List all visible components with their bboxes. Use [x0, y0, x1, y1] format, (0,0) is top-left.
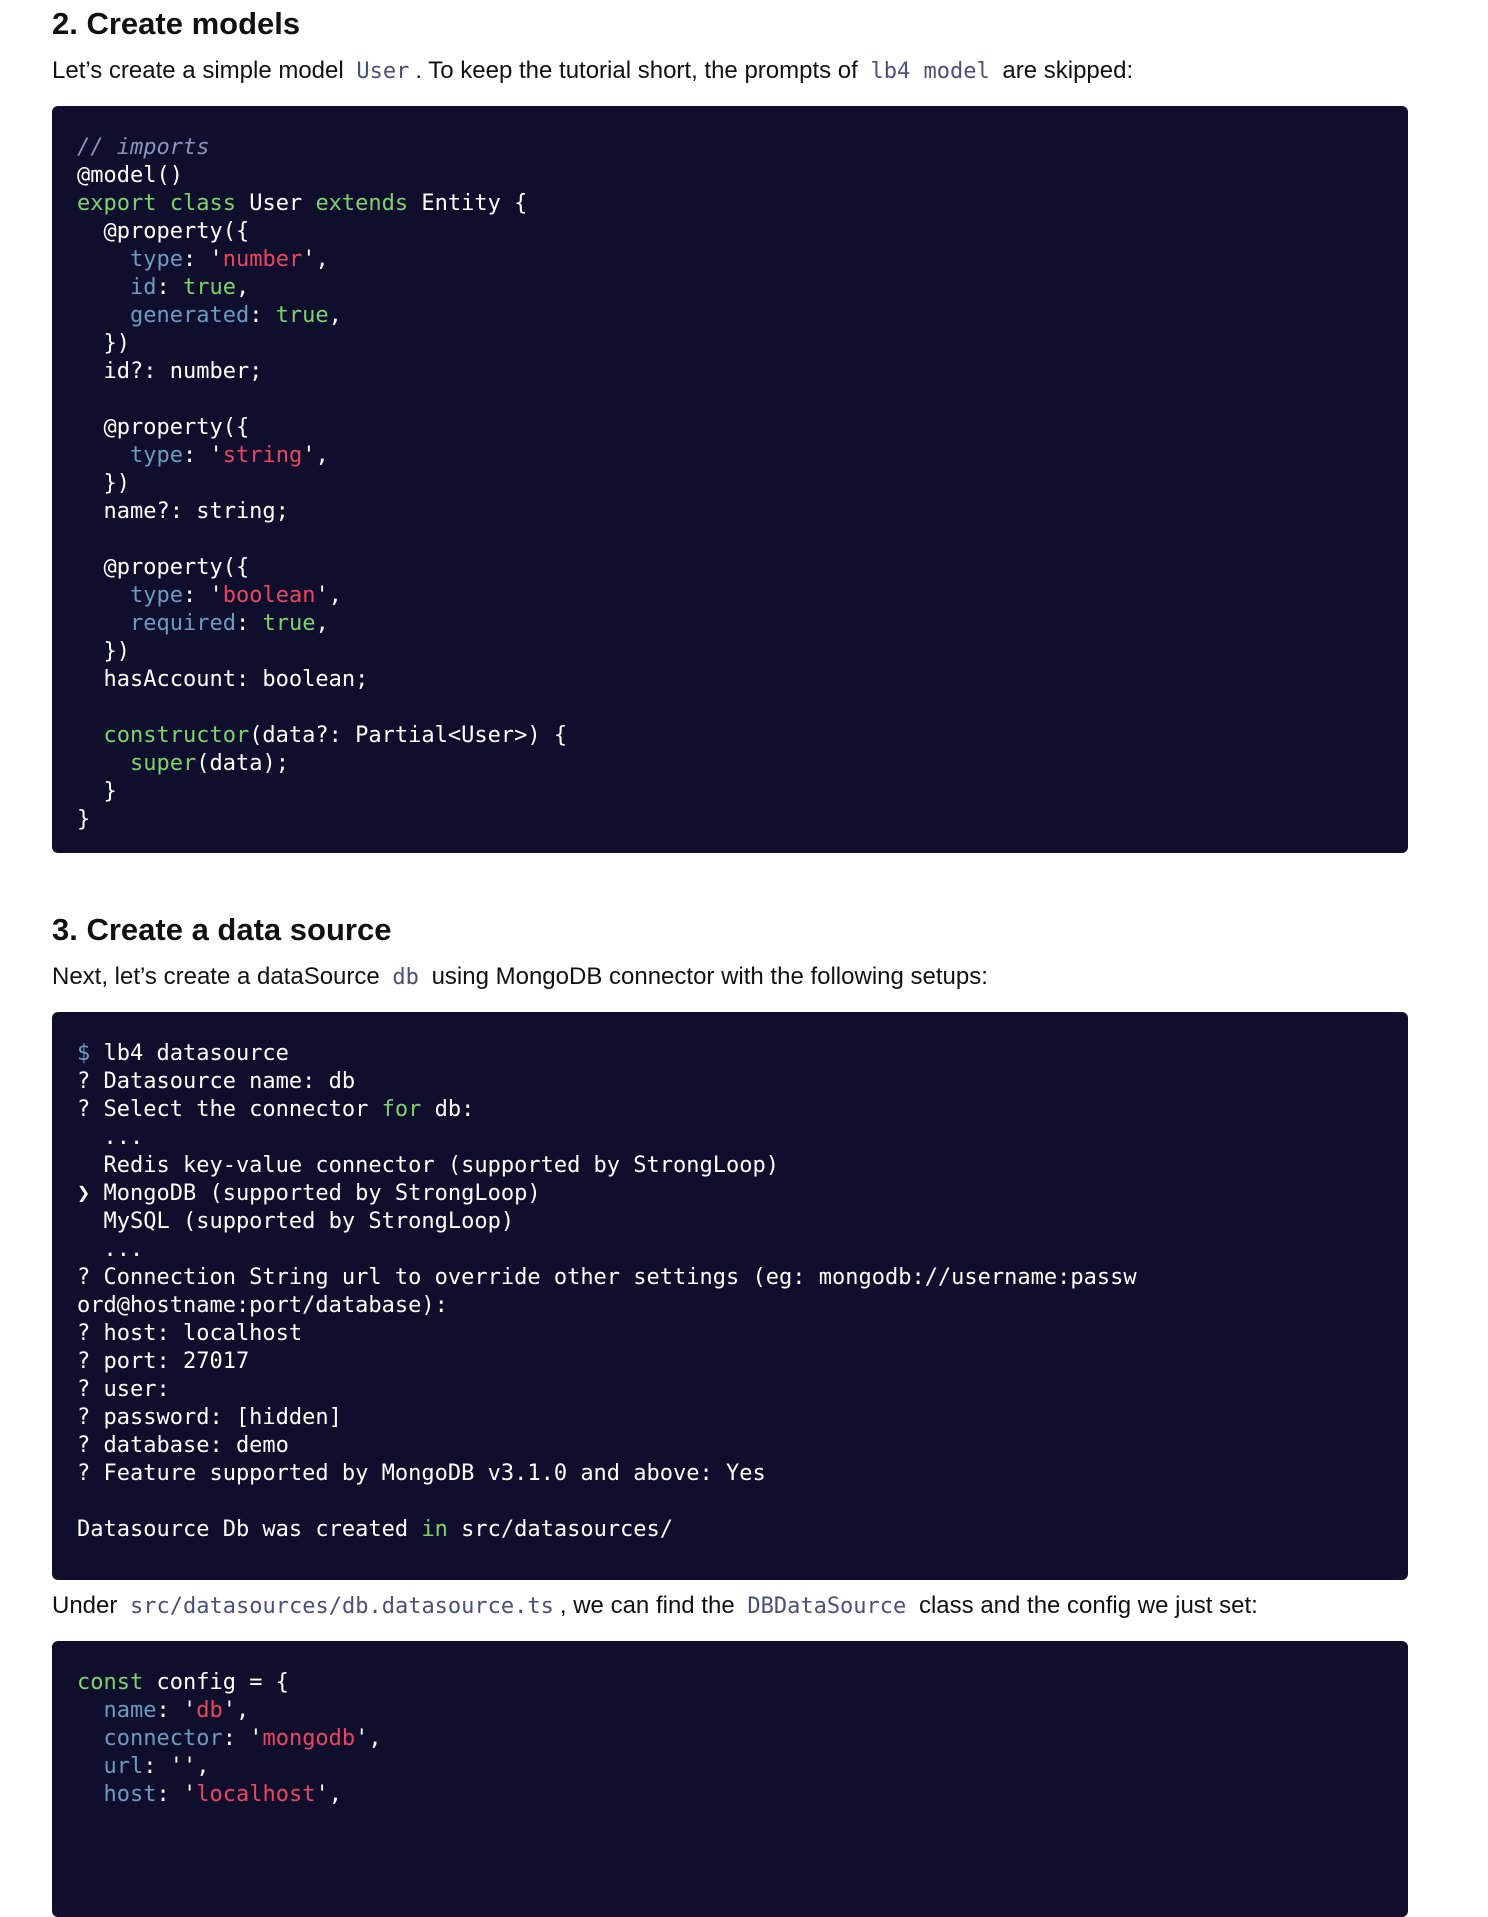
code-block-datasource-config: const config = { name: 'db', connector: 'mongodb', url: '', host: 'localhost', [52, 1641, 1408, 1917]
inline-code-lb4-model: lb4 model [870, 59, 990, 84]
terminal-block-lb4-datasource: $ lb4 datasource ? Datasource name: db ? Select the connector for db: ... Redis key-value connector (supported by StrongLoop) ❯ MongoDB (supported by StrongLoop) MySQL (supported by StrongLoop) ... ? Connection String url to override other settings (eg: mongodb://username:passw ord@hostname:port/database): ? host: localhost ? port: 27017 ? user: ? password: [hidden] ? database: demo ? Feature supported by MongoDB v3.1.0 and above: Yes Datasource Db was created in src/datasources/ [52, 1012, 1408, 1580]
models-intro: Let’s create a simple model User . To keep the tutorial short, the prompts of lb4 model are skipped: [52, 57, 1134, 84]
section-heading-create-models: 2. Create models [52, 6, 301, 41]
datasource-intro: Next, let’s create a dataSource db using MongoDB connector with the following setups: [52, 963, 988, 990]
inline-code-db: db [392, 965, 419, 990]
inline-code-user: User [356, 59, 410, 84]
inline-code-datasource-path: src/datasources/db.datasource.ts [130, 1594, 554, 1619]
code-block-user-model: // imports @model() export class User extends Entity { @property({ type: 'number', id: true, generated: true, }) id?: number; @property({ type: 'string', }) name?: string; @property({ type: 'boolean', required: true, }) hasAccount: boolean; constructor(data?: Partial<User>) { super(data); } } [52, 106, 1408, 853]
inline-code-dbdatasource: DBDataSource [747, 1594, 907, 1619]
section-heading-create-datasource: 3. Create a data source [52, 912, 392, 947]
datasource-file-intro: Under src/datasources/db.datasource.ts , we can find the DBDataSource class and the config we just set: [52, 1592, 1258, 1619]
